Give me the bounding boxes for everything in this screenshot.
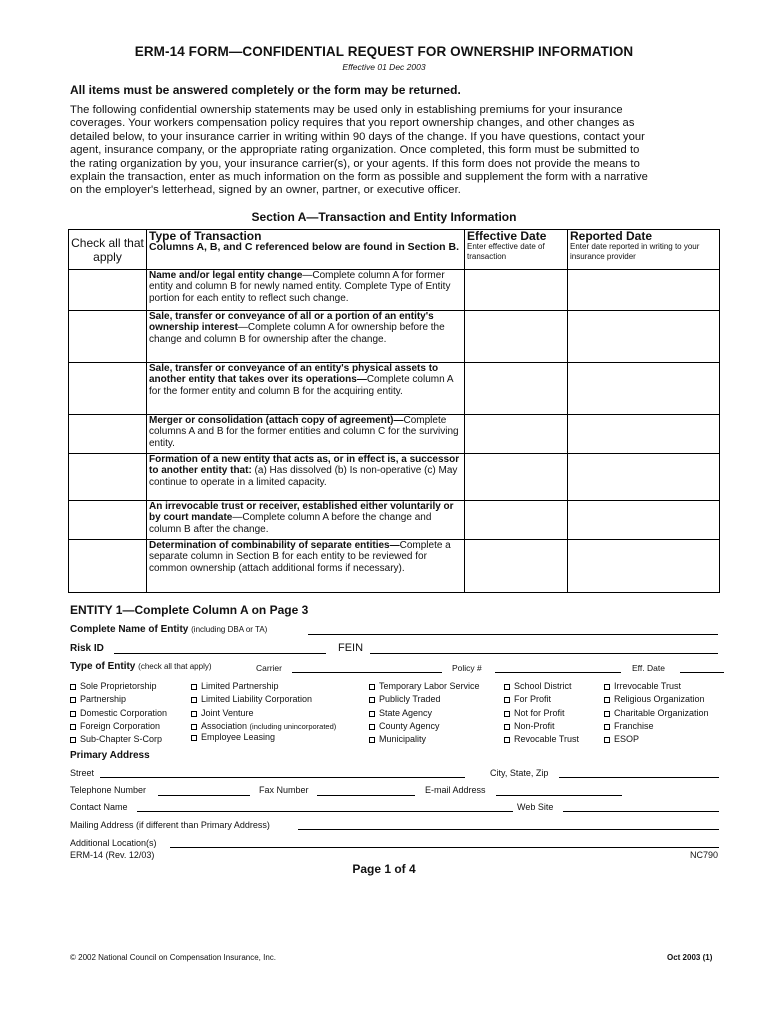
page-number: Page 1 of 4 (352, 862, 416, 876)
check-all-header: Check all that apply (69, 230, 147, 270)
form-revision: ERM-14 (Rev. 12/03) (70, 850, 155, 860)
checkbox-association[interactable]: Association (including unincorporated) (191, 721, 336, 731)
checkbox-icon (191, 711, 197, 717)
type-of-entity-label: Type of Entity (check all that apply) (70, 661, 212, 672)
type-header-title: Type of Transaction (149, 229, 262, 243)
row-checkbox[interactable] (69, 415, 147, 454)
checkbox-icon (604, 724, 610, 730)
reported-header (568, 230, 720, 270)
row-description: Formation of a new entity that acts as, or in effect is, a successor to another entity that: (a) Has dissolved (b) Is non-operative (c) May continue to operate in a limited capacity. (147, 454, 465, 501)
table-row (69, 540, 720, 593)
checkbox-domestic-corporation[interactable]: Domestic Corporation (70, 708, 167, 718)
reported-date-cell[interactable] (568, 415, 720, 454)
intro-line: explain the transaction, enter as much information on the form as possible and supplement the form with a narrative (70, 171, 648, 184)
checkbox-llc[interactable]: Limited Liability Corporation (191, 694, 312, 704)
risk-id-field[interactable] (114, 653, 326, 654)
effective-header (465, 230, 568, 270)
mailing-address-label: Mailing Address (if different than Primary Address) (70, 820, 270, 830)
nc-code: NC790 (690, 850, 719, 860)
effective-date-cell[interactable] (465, 311, 568, 363)
effective-header-sub: Enter effective date of transaction (467, 242, 545, 261)
effective-date-cell[interactable] (465, 270, 568, 311)
intro-line: on the employer's letterhead, signed by an owner, partner, or executive officer. (70, 184, 461, 197)
section-a-title: Section A—Transaction and Entity Information (251, 210, 517, 224)
checkbox-franchise[interactable]: Franchise (604, 721, 654, 731)
reported-date-cell[interactable] (568, 363, 720, 415)
email-field[interactable] (496, 795, 622, 796)
mailing-address-field[interactable] (298, 829, 719, 830)
telephone-field[interactable] (158, 795, 250, 796)
city-state-zip-label: City, State, Zip (490, 768, 549, 778)
reported-date-cell[interactable] (568, 540, 720, 593)
entity-name-field[interactable] (308, 634, 718, 635)
policy-label: Policy # (452, 663, 482, 673)
reported-date-cell[interactable] (568, 311, 720, 363)
fax-field[interactable] (317, 795, 415, 796)
contact-name-field[interactable] (137, 811, 513, 812)
checkbox-icon (504, 697, 510, 703)
row-checkbox[interactable] (69, 270, 147, 311)
checkbox-non-profit[interactable]: Non-Profit (504, 721, 555, 731)
checkbox-icon (70, 711, 76, 717)
checkbox-employee-leasing[interactable]: Employee Leasing (191, 732, 275, 742)
type-header (147, 230, 465, 270)
checkbox-icon (604, 737, 610, 743)
checkbox-icon (604, 697, 610, 703)
reported-header-title: Reported Date (570, 229, 653, 243)
row-description: An irrevocable trust or receiver, established either voluntarily or by court mandate—Complete column A before the change and column B after the change. (147, 501, 465, 540)
reported-date-cell[interactable] (568, 454, 720, 501)
carrier-label: Carrier (256, 663, 282, 673)
street-field[interactable] (100, 777, 465, 778)
checkbox-religious-organization[interactable]: Religious Organization (604, 694, 705, 704)
row-description: Merger or consolidation (attach copy of agreement)—Complete columns A and B for the former entities and column C for the surviving entity. (147, 415, 465, 454)
intro-line: The following confidential ownership statements may be used only in establishing premiums for your insurance (70, 104, 623, 116)
form-title: ERM-14 FORM—CONFIDENTIAL REQUEST FOR OWNERSHIP INFORMATION (134, 44, 634, 59)
checkbox-icon (504, 724, 510, 730)
effective-date-cell[interactable] (465, 415, 568, 454)
row-description: Sale, transfer or conveyance of all or a portion of an entity's ownership interest—Complete column A for ownership before the change and column B for ownership after the change. (147, 311, 465, 363)
checkbox-limited-partnership[interactable]: Limited Partnership (191, 681, 279, 691)
contact-name-label: Contact Name (70, 802, 128, 812)
intro-line: agent, insurance company, or the appropriate rating organization. Once completed, this form must be submitted to (70, 144, 640, 157)
eff-date-field[interactable] (680, 672, 724, 673)
checkbox-icon (70, 737, 76, 743)
checkbox-sole-proprietorship[interactable]: Sole Proprietorship (70, 681, 157, 691)
checkbox-icon (369, 684, 375, 690)
intro-line: coverages. Your workers compensation policy requires that you report ownership changes, and other changes as (70, 117, 635, 130)
checkbox-icon (70, 724, 76, 730)
checkbox-icon (504, 737, 510, 743)
effective-date-cell[interactable] (465, 540, 568, 593)
effective-date-cell[interactable] (465, 501, 568, 540)
type-header-sub: Columns A, B, and C referenced below are found in Section B. (149, 241, 459, 253)
reported-header-sub: Enter date reported in writing to your insurance provider (570, 242, 700, 261)
checkbox-not-for-profit[interactable]: Not for Profit (504, 708, 565, 718)
checkbox-school-district[interactable]: School District (504, 681, 572, 691)
intro-paragraph (70, 104, 715, 198)
fein-field[interactable] (370, 653, 718, 654)
checkbox-county-agency[interactable]: County Agency (369, 721, 440, 731)
checkbox-icon (369, 697, 375, 703)
telephone-label: Telephone Number (70, 785, 147, 795)
checkbox-icon (191, 735, 197, 741)
checkbox-icon (191, 697, 197, 703)
checkbox-icon (504, 684, 510, 690)
checkbox-charitable-organization[interactable]: Charitable Organization (604, 708, 709, 718)
checkbox-icon (369, 737, 375, 743)
row-checkbox[interactable] (69, 540, 147, 593)
table-row (69, 415, 720, 454)
row-description: Determination of combinability of separate entities—Complete a separate column in Section B for each entity to be reviewed for common ownership (attach additional forms if necessary). (147, 540, 465, 593)
copyright: © 2002 National Council on Compensation Insurance, Inc. (70, 953, 277, 962)
table-row (69, 311, 720, 363)
checkbox-for-profit[interactable]: For Profit (504, 694, 551, 704)
primary-address-heading: Primary Address (70, 750, 150, 761)
row-description: Name and/or legal entity change—Complete column A for former entity and column B for newly named entity. Complete Type of Entity portion for each entity to reflect such change. (147, 270, 465, 311)
entity-name-label: Complete Name of Entity (including DBA or TA) (70, 624, 268, 635)
intro-line: the rating organization by you, your insurance carrier(s), or your agents. If this form does not provide the means to (70, 157, 640, 170)
intro-line: detailed below, to your insurance carrier in writing within 90 days of the change. If you have questions, contact your (70, 130, 645, 143)
checkbox-sub-chapter-s-corp[interactable]: Sub-Chapter S-Corp (70, 734, 162, 744)
checkbox-icon (369, 711, 375, 717)
row-checkbox[interactable] (69, 311, 147, 363)
checkbox-icon (70, 697, 76, 703)
checkbox-revocable-trust[interactable]: Revocable Trust (504, 734, 579, 744)
row-checkbox[interactable] (69, 501, 147, 540)
additional-locations-field[interactable] (170, 847, 719, 848)
carrier-field[interactable] (292, 672, 442, 673)
row-description: Sale, transfer or conveyance of an entity's physical assets to another entity that takes over its operations—Complete column A for the former entity and column B for the acquiring entity. (147, 363, 465, 415)
checkbox-icon (504, 711, 510, 717)
checkbox-icon (604, 684, 610, 690)
checkbox-temporary-labor[interactable]: Temporary Labor Service (369, 681, 480, 691)
effective-date-cell[interactable] (465, 454, 568, 501)
checkbox-municipality[interactable]: Municipality (369, 734, 426, 744)
effective-date: Effective 01 Dec 2003 (342, 62, 426, 72)
fein-label: FEIN (338, 642, 364, 654)
table-row (69, 454, 720, 501)
policy-field[interactable] (495, 672, 621, 673)
row-checkbox[interactable] (69, 454, 147, 501)
checkbox-icon (191, 724, 197, 730)
street-label: Street (70, 768, 95, 778)
checkbox-esop[interactable]: ESOP (604, 734, 639, 744)
checkbox-icon (191, 684, 197, 690)
effective-date-cell[interactable] (465, 363, 568, 415)
checkbox-joint-venture[interactable]: Joint Venture (191, 708, 254, 718)
email-label: E-mail Address (425, 785, 486, 795)
row-checkbox[interactable] (69, 363, 147, 415)
website-label: Web Site (517, 802, 554, 812)
city-state-zip-field[interactable] (559, 777, 719, 778)
table-row (69, 363, 720, 415)
eff-date-label: Eff. Date (632, 663, 665, 673)
checkbox-publicly-traded[interactable]: Publicly Traded (369, 694, 441, 704)
table-row (69, 270, 720, 311)
date-code: Oct 2003 (1) (667, 953, 713, 962)
fax-label: Fax Number (259, 785, 309, 795)
checkbox-icon (604, 711, 610, 717)
reported-date-cell[interactable] (568, 501, 720, 540)
checkbox-foreign-corporation[interactable]: Foreign Corporation (70, 721, 160, 731)
website-field[interactable] (563, 811, 719, 812)
checkbox-icon (369, 724, 375, 730)
checkbox-irrevocable-trust[interactable]: Irrevocable Trust (604, 681, 681, 691)
checkbox-state-agency[interactable]: State Agency (369, 708, 432, 718)
table-row (69, 501, 720, 540)
reported-date-cell[interactable] (568, 270, 720, 311)
entity-heading: ENTITY 1—Complete Column A on Page 3 (70, 603, 309, 617)
checkbox-icon (70, 684, 76, 690)
effective-header-title: Effective Date (467, 229, 547, 243)
transaction-table (68, 229, 720, 593)
additional-locations-label: Additional Location(s) (70, 838, 157, 848)
notice: All items must be answered completely or the form may be returned. (70, 83, 461, 97)
checkbox-partnership[interactable]: Partnership (70, 694, 126, 704)
risk-id-label: Risk ID (70, 643, 104, 654)
